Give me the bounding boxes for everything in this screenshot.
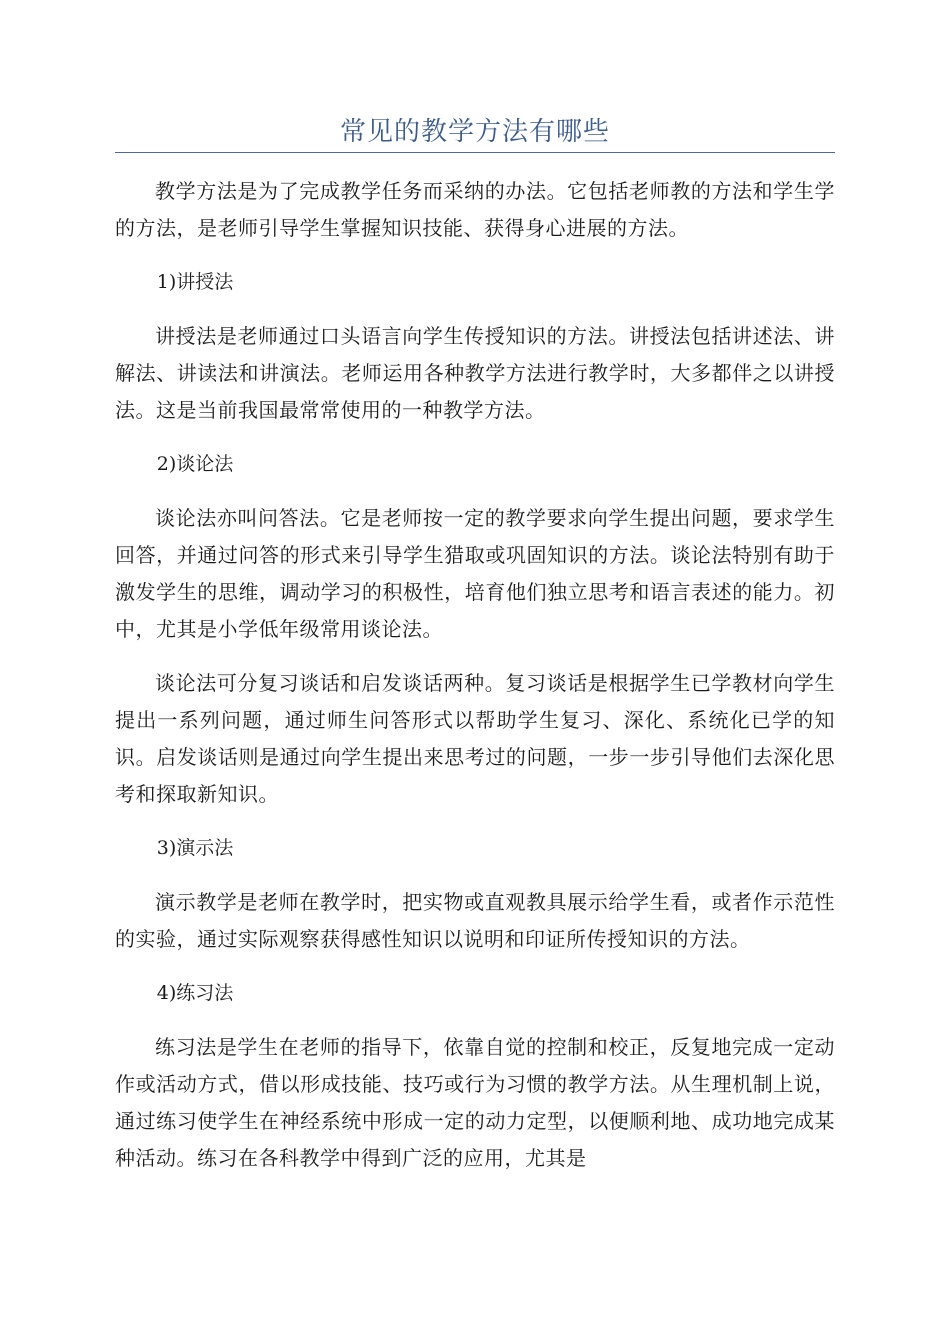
paragraph-demonstration: 演示教学是老师在教学时，把实物或直观教具展示给学生看，或者作示范性的实验，通过实际观察获得感性知识以说明和印证所传授知识的方法。 xyxy=(115,890,835,951)
section-heading-lecture: 1)讲授法 xyxy=(156,271,234,293)
document-body xyxy=(115,173,835,1177)
title-underline xyxy=(115,152,835,153)
paragraph-discussion-1: 谈论法亦叫问答法。它是老师按一定的教学要求向学生提出问题，要求学生回答，并通过问答的形式来引导学生猎取或巩固知识的方法。谈论法特别有助于激发学生的思维，调动学习的积极性，培育他们独立思考和语言表述的能力。初中，尤其是小学低年级常用谈论法。 xyxy=(115,506,835,641)
section-heading-discussion: 2)谈论法 xyxy=(156,453,234,475)
document-page xyxy=(115,0,835,1194)
section-heading-demonstration: 3)演示法 xyxy=(156,837,234,859)
paragraph-practice: 练习法是学生在老师的指导下，依靠自觉的控制和校正，反复地完成一定动作或活动方式，借以形成技能、技巧或行为习惯的教学方法。从生理机制上说，通过练习使学生在神经系统中形成一定的动力定型，以便顺利地、成功地完成某种活动。练习在各科教学中得到广泛的应用，尤其是 xyxy=(115,1035,835,1170)
document-title: 常见的教学方法有哪些 xyxy=(339,117,610,147)
paragraph-lecture: 讲授法是老师通过口头语言向学生传授知识的方法。讲授法包括讲述法、讲解法、讲读法和讲演法。老师运用各种教学方法进行教学时，大多都伴之以讲授法。这是当前我国最常常使用的一种教学方法。 xyxy=(115,324,835,422)
paragraph-discussion-2: 谈论法可分复习谈话和启发谈话两种。复习谈话是根据学生已学教材向学生提出一系列问题，通过师生问答形式以帮助学生复习、深化、系统化已学的知识。启发谈话则是通过向学生提出来思考过的问题，一步一步引导他们去深化思考和探取新知识。 xyxy=(115,671,835,806)
paragraph-intro: 教学方法是为了完成教学任务而采纳的办法。它包括老师教的方法和学生学的方法，是老师引导学生掌握知识技能、获得身心进展的方法。 xyxy=(115,179,835,240)
section-heading-practice: 4)练习法 xyxy=(156,982,234,1004)
